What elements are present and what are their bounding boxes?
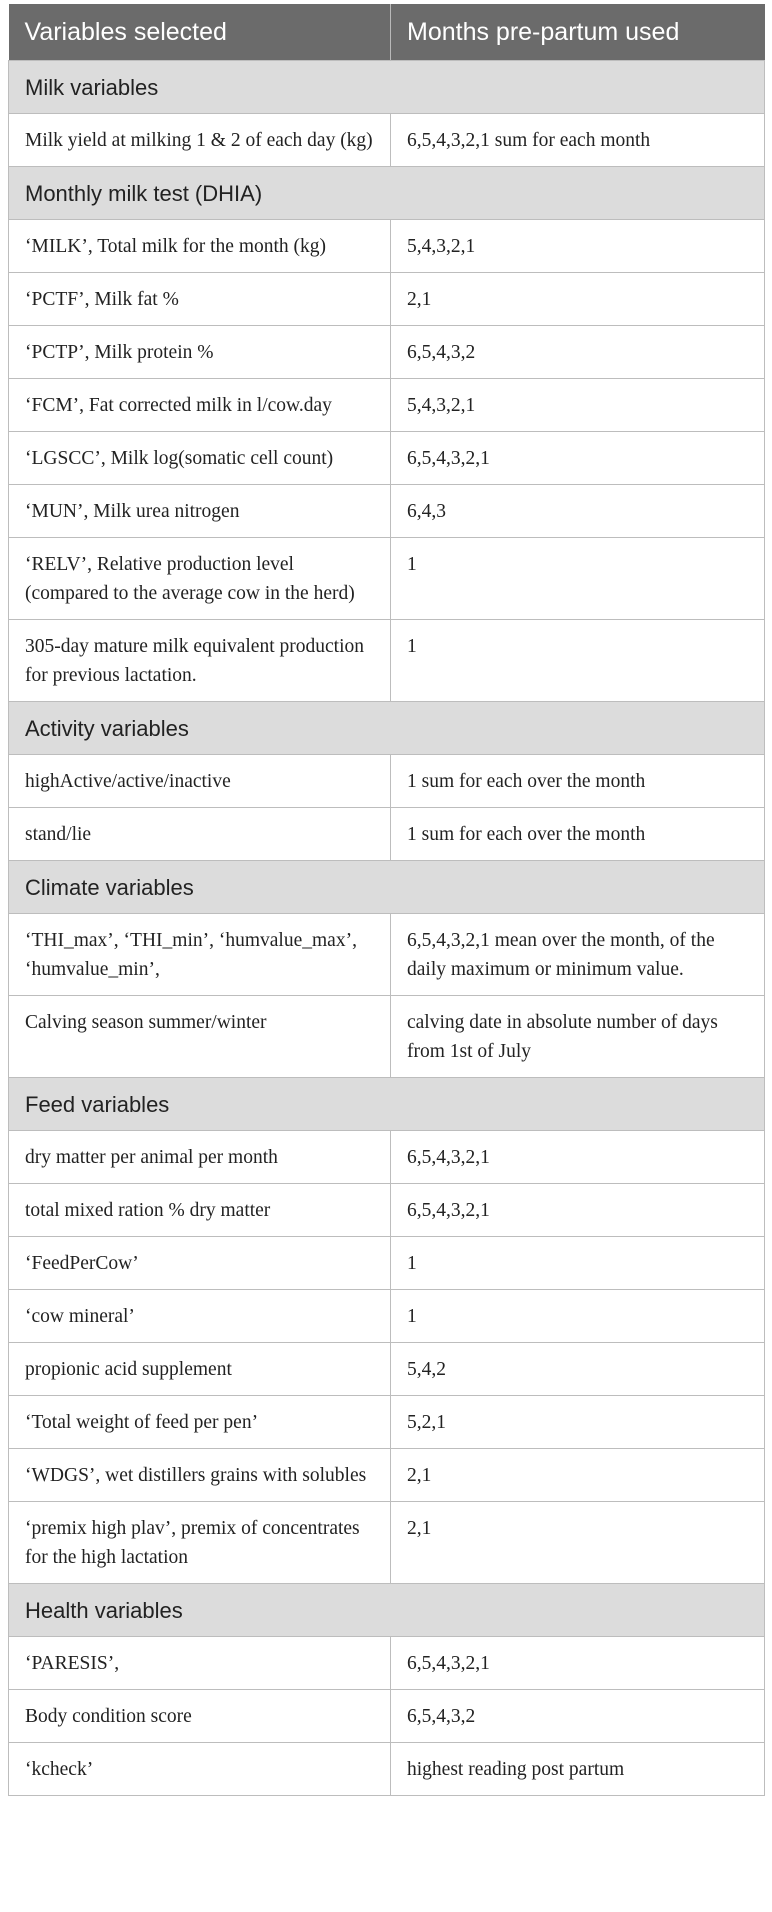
months-cell: 6,5,4,3,2,1 <box>391 1131 765 1184</box>
variable-cell: ‘cow mineral’ <box>9 1290 391 1343</box>
variable-cell: highActive/active/inactive <box>9 755 391 808</box>
section-title-filler <box>391 861 765 914</box>
table-row <box>9 1131 765 1184</box>
table-header <box>9 4 765 61</box>
variable-cell: Milk yield at milking 1 & 2 of each day (kg) <box>9 114 391 167</box>
variable-cell: total mixed ration % dry matter <box>9 1184 391 1237</box>
variable-cell: ‘kcheck’ <box>9 1743 391 1796</box>
months-cell: 6,5,4,3,2,1 mean over the month, of the daily maximum or minimum value. <box>391 914 765 996</box>
variable-cell: ‘Total weight of feed per pen’ <box>9 1396 391 1449</box>
variable-cell: ‘THI_max’, ‘THI_min’, ‘humvalue_max’, ‘humvalue_min’, <box>9 914 391 996</box>
variable-cell: stand/lie <box>9 808 391 861</box>
months-cell: 1 <box>391 538 765 620</box>
section-row <box>9 1078 765 1131</box>
section-title-filler <box>391 702 765 755</box>
section-title: Milk variables <box>9 61 391 114</box>
table-row <box>9 220 765 273</box>
section-title-filler <box>391 167 765 220</box>
months-cell: 5,2,1 <box>391 1396 765 1449</box>
variable-cell: ‘premix high plav’, premix of concentrates for the high lactation <box>9 1502 391 1584</box>
table-row <box>9 1743 765 1796</box>
months-cell: 2,1 <box>391 273 765 326</box>
months-cell: 6,5,4,3,2 <box>391 1690 765 1743</box>
variables-table <box>8 4 765 1796</box>
variable-cell: ‘PARESIS’, <box>9 1637 391 1690</box>
section-title-filler <box>391 1078 765 1131</box>
header-row <box>9 4 765 61</box>
table-row <box>9 1184 765 1237</box>
variable-cell: propionic acid supplement <box>9 1343 391 1396</box>
variable-cell: Calving season summer/winter <box>9 996 391 1078</box>
table-row <box>9 1237 765 1290</box>
table-row <box>9 326 765 379</box>
section-title: Monthly milk test (DHIA) <box>9 167 391 220</box>
table-row <box>9 620 765 702</box>
variable-cell: ‘PCTP’, Milk protein % <box>9 326 391 379</box>
variable-cell: ‘MILK’, Total milk for the month (kg) <box>9 220 391 273</box>
table-row <box>9 485 765 538</box>
variable-cell: Body condition score <box>9 1690 391 1743</box>
months-cell: 6,5,4,3,2 <box>391 326 765 379</box>
table-row <box>9 1343 765 1396</box>
section-row <box>9 702 765 755</box>
table-row <box>9 808 765 861</box>
section-title-filler <box>391 61 765 114</box>
table-row <box>9 114 765 167</box>
table-row <box>9 1690 765 1743</box>
section-title: Activity variables <box>9 702 391 755</box>
section-title: Feed variables <box>9 1078 391 1131</box>
months-cell: 2,1 <box>391 1502 765 1584</box>
table-row <box>9 1396 765 1449</box>
variable-cell: ‘LGSCC’, Milk log(somatic cell count) <box>9 432 391 485</box>
months-cell: 6,5,4,3,2,1 sum for each month <box>391 114 765 167</box>
table-row <box>9 914 765 996</box>
months-cell: 6,5,4,3,2,1 <box>391 1637 765 1690</box>
section-title: Health variables <box>9 1584 391 1637</box>
section-row <box>9 861 765 914</box>
months-cell: 6,4,3 <box>391 485 765 538</box>
table-body <box>9 61 765 1796</box>
months-cell: 1 sum for each over the month <box>391 808 765 861</box>
table-row <box>9 755 765 808</box>
variable-cell: dry matter per animal per month <box>9 1131 391 1184</box>
months-cell: 1 <box>391 1237 765 1290</box>
table-row <box>9 1502 765 1584</box>
table-row <box>9 538 765 620</box>
section-row <box>9 1584 765 1637</box>
table-row <box>9 996 765 1078</box>
variable-cell: ‘FCM’, Fat corrected milk in l/cow.day <box>9 379 391 432</box>
table-row <box>9 1290 765 1343</box>
months-cell: calving date in absolute number of days from 1st of July <box>391 996 765 1078</box>
table-row <box>9 273 765 326</box>
months-cell: 5,4,3,2,1 <box>391 379 765 432</box>
variable-cell: ‘RELV’, Relative production level (compared to the average cow in the herd) <box>9 538 391 620</box>
section-title: Climate variables <box>9 861 391 914</box>
variable-cell: ‘WDGS’, wet distillers grains with solubles <box>9 1449 391 1502</box>
section-row <box>9 61 765 114</box>
table-row <box>9 1637 765 1690</box>
months-cell: 1 sum for each over the month <box>391 755 765 808</box>
months-cell: 5,4,3,2,1 <box>391 220 765 273</box>
variable-cell: ‘MUN’, Milk urea nitrogen <box>9 485 391 538</box>
section-title-filler <box>391 1584 765 1637</box>
header-months-pre-partum: Months pre-partum used <box>391 4 765 61</box>
table-row <box>9 432 765 485</box>
months-cell: 6,5,4,3,2,1 <box>391 432 765 485</box>
months-cell: 6,5,4,3,2,1 <box>391 1184 765 1237</box>
table-row <box>9 379 765 432</box>
months-cell: 5,4,2 <box>391 1343 765 1396</box>
months-cell: 1 <box>391 620 765 702</box>
variable-cell: 305-day mature milk equivalent production for previous lactation. <box>9 620 391 702</box>
months-cell: 1 <box>391 1290 765 1343</box>
header-variables-selected: Variables selected <box>9 4 391 61</box>
months-cell: highest reading post partum <box>391 1743 765 1796</box>
variable-cell: ‘FeedPerCow’ <box>9 1237 391 1290</box>
table-row <box>9 1449 765 1502</box>
section-row <box>9 167 765 220</box>
variable-cell: ‘PCTF’, Milk fat % <box>9 273 391 326</box>
months-cell: 2,1 <box>391 1449 765 1502</box>
